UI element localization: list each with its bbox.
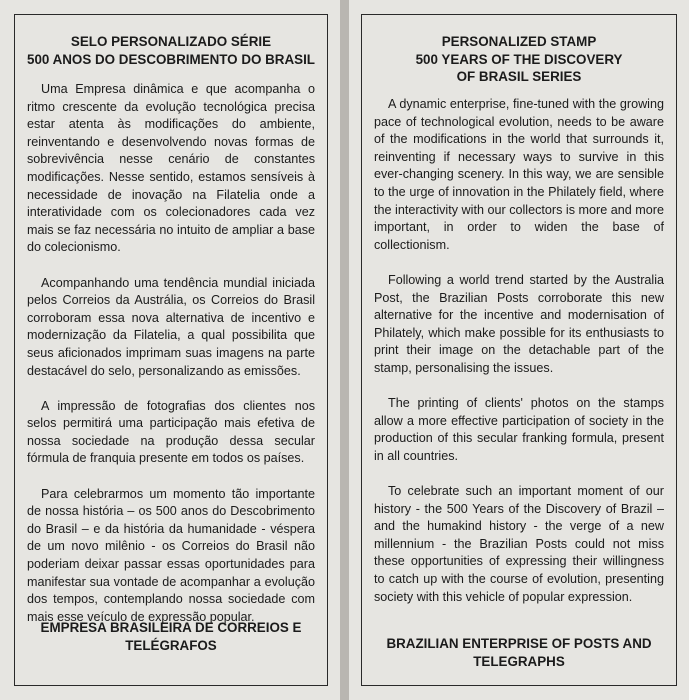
english-panel bbox=[349, 0, 689, 700]
english-footer: BRAZILIAN ENTERPRISE OF POSTS AND TELEGRAPHS bbox=[386, 636, 652, 669]
english-paragraph-3: The printing of clients' photos on the stamps allow a more effective participation of society in the production of this secular franking formula, present in all countries. bbox=[374, 396, 664, 463]
portuguese-paragraph-3: A impressão de fotografias dos clientes nos selos permitirá uma participação mais efetiva de nossa sociedade na produção dessa secular fórmula de franquia presente em todos os países. bbox=[27, 398, 315, 466]
english-paragraph-1: A dynamic enterprise, fine-tuned with the growing pace of technological evolution, needs to be aware of the modifications in the world that surrounds it, reinventing if necessary ways to survive in this ever-changing scenery. In this way, we are sensible to the urge of innovation in the Philately field, where the interactivity with our collectors is more and more important, in order to widen the base of collectionism. bbox=[374, 97, 664, 252]
portuguese-body bbox=[27, 81, 315, 644]
portuguese-text-frame bbox=[14, 14, 328, 686]
portuguese-paragraph-2: Acompanhando uma tendência mundial iniciada pelos Correios da Austrália, os Correios do Brasil corroboram essa nova alternativa de incentivo e modernização da Filatelia, a qual possibilita que seus aficionados imprimam suas imagens na parte destacável do selo, personalizando as emissões. bbox=[27, 275, 315, 378]
portuguese-paragraph-1: Uma Empresa dinâmica e que acompanha o ritmo crescente da evolução tecnológica precisa estar atenta às modificações do ambiente, reinventando e desenvolvendo novas formas de sobrevivência nesse cenário de constantes modificações. Nesse sentido, estamos sensíveis à necessidade de inovação na Filatelia onde a interatividade com os colecionadores cada vez mais se faz necessária no intuito de ampliar a base do colecionismo. bbox=[27, 82, 315, 255]
portuguese-paragraph-4: Para celebrarmos um momento tão importante de nossa história – os 500 anos do Descobrimento do Brasil – e da história da humanidade - véspera de um novo milênio - os Correios do Brasil não poderiam deixar passar essas oportunidades para manifestar sua vontade de acompanhar a evolução dos tempos, contemplando nossa sociedade com mais esse veículo de expressão popular. bbox=[27, 486, 315, 624]
english-title: PERSONALIZED STAMP 500 YEARS OF THE DISCOVERY OF BRASIL SERIES bbox=[415, 34, 623, 84]
portuguese-title: SELO PERSONALIZADO SÉRIE 500 ANOS DO DESCOBRIMENTO DO BRASIL bbox=[27, 34, 315, 67]
english-body bbox=[374, 96, 664, 624]
portuguese-panel bbox=[0, 0, 340, 700]
english-text-frame bbox=[361, 14, 677, 686]
english-paragraph-2: Following a world trend started by the Australia Post, the Brazilian Posts corroborate this new alternative for the incentive and modernisation of Philately, which make possible for its enthusiasts to print their image on the detachable part of the stamp, personalising the issues. bbox=[374, 272, 664, 375]
english-paragraph-4: To celebrate such an important moment of our history - the 500 Years of the Discovery of Brazil – and the humakind history - the verge of a new millennium - the Brazilian Posts could not miss these opportunities of expressing their willingness to catch up with the course of evolution, presenting society with this vehicle of popular expression. bbox=[374, 484, 664, 604]
portuguese-footer: EMPRESA BRASILEIRA DE CORREIOS E TELÉGRAFOS bbox=[40, 620, 302, 653]
